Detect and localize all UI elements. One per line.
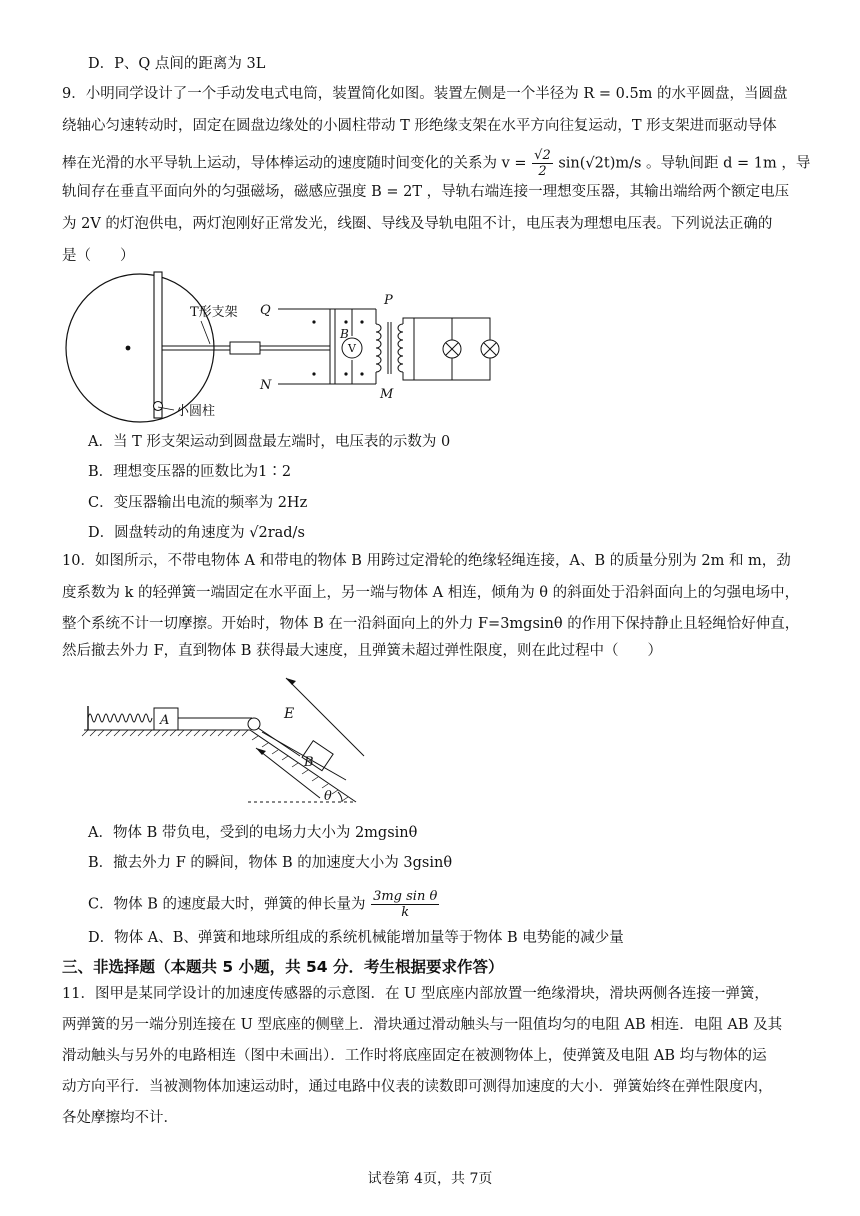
label-n: N bbox=[260, 378, 272, 393]
q10-fraction-numerator: 3mg sin θ bbox=[373, 889, 438, 904]
connector-block bbox=[230, 342, 260, 354]
label-e: E bbox=[284, 706, 295, 722]
t-frame-label: T形支架 bbox=[190, 305, 238, 320]
q10-stem-line4: 然后撤去外力 F，直到物体 B 获得最大速度，且弹簧未超过弹性限度，则在此过程中（ ） bbox=[62, 643, 663, 659]
page-footer: 试卷第 4页，共 7页 bbox=[367, 1171, 493, 1187]
q9-stem-line3-a: 棒在光滑的水平导轨上运动，导体棒运动的速度随时间变化的关系为 v = bbox=[62, 155, 527, 172]
q9-option-a: A．当 T 形支架运动到圆盘最左端时，电压表的示数为 0 bbox=[88, 434, 451, 450]
q10-option-c-text: C．物体 B 的速度最大时，弹簧的伸长量为 bbox=[88, 896, 366, 913]
field-arrow-1 bbox=[286, 678, 364, 756]
q9-fraction-denominator: 2 bbox=[538, 164, 547, 179]
q10-stem-line3: 整个系统不计一切摩擦。开始时，物体 B 在一沿斜面向上的外力 F=3mgsinθ 的作用下保持静止且轻绳恰好伸直， bbox=[62, 616, 800, 632]
q9-option-d: D．圆盘转动的角速度为 √2rad/s bbox=[88, 525, 305, 541]
primary-coil bbox=[376, 324, 381, 372]
q9-stem-line2: 绕轴心匀速转动时，固定在圆盘边缘处的小圆柱带动 T 形绝缘支架在水平方向往复运动，T 形支架进而驱动导体 bbox=[62, 118, 777, 134]
q10-option-a: A．物体 B 带负电，受到的电场力大小为 2mgsinθ bbox=[88, 825, 418, 841]
incline bbox=[250, 730, 356, 802]
label-b: B bbox=[304, 755, 314, 770]
cylinder-label: 小圆柱 bbox=[176, 404, 216, 419]
q9-stem-line3-b: sin(√2t)m/s 。导轨间距 d = 1m ，导 bbox=[558, 155, 811, 172]
q11-stem-line4: 动方向平行．当被测物体加速运动时，通过电路中仪表的读数即可测得加速度的大小．弹簧始终在弹性限度内， bbox=[62, 1079, 773, 1095]
q9-stem-line1: 9．小明同学设计了一个手动发电式电筒，装置简化如图。装置左侧是一个半径为 R = 0.5m 的水平圆盘，当圆盘 bbox=[62, 86, 788, 102]
section-3-heading: 三、非选择题（本题共 5 小题，共 54 分．考生根据要求作答） bbox=[62, 958, 504, 976]
q10-fraction-denominator: k bbox=[401, 905, 410, 920]
q10-option-c-fraction bbox=[371, 889, 439, 920]
q11-stem-line2: 两弹簧的另一端分别连接在 U 型底座的侧壁上．滑块通过滑动触头与一阻值均匀的电阻 AB 相连．电阻 AB 及其 bbox=[62, 1017, 783, 1033]
q10-stem-line1: 10．如图所示，不带电物体 A 和带电的物体 B 用跨过定滑轮的绝缘轻绳连接，A、B 的质量分别为 2m 和 m，劲 bbox=[62, 553, 791, 569]
q11-stem-line1: 11．图甲是某同学设计的加速度传感器的示意图．在 U 型底座内部放置一绝缘滑块，滑块两侧各连接一弹簧， bbox=[62, 986, 769, 1002]
q9-stem-line3 bbox=[62, 148, 810, 179]
q9-fraction-numerator: √2 bbox=[534, 148, 551, 163]
q11-stem-line5: 各处摩擦均不计． bbox=[62, 1110, 178, 1126]
q9-velocity-fraction bbox=[532, 148, 553, 179]
q9-stem-line5: 为 2V 的灯泡供电，两灯泡刚好正常发光，线圈、导线及导轨电阻不计，电压表为理想电压表。下列说法正确的 bbox=[62, 216, 773, 232]
t-frame-vertical-bar bbox=[154, 272, 162, 418]
q9-option-c: C．变压器输出电流的频率为 2Hz bbox=[88, 495, 308, 511]
conductor-rod bbox=[330, 309, 335, 384]
q8-option-d: D．P、Q 点间的距离为 3L bbox=[88, 56, 266, 72]
label-q: Q bbox=[260, 303, 271, 318]
q10-option-b: B．撤去外力 F 的瞬间，物体 B 的加速度大小为 3gsinθ bbox=[88, 855, 453, 871]
q10-option-c bbox=[88, 889, 440, 920]
q10-figure bbox=[80, 672, 380, 812]
label-p: P bbox=[384, 293, 393, 308]
disc-center bbox=[126, 346, 131, 351]
disc bbox=[66, 274, 214, 422]
label-m: M bbox=[380, 387, 394, 402]
label-b: B bbox=[340, 327, 349, 341]
q9-option-b: B．理想变压器的匝数比为1∶2 bbox=[88, 464, 292, 480]
label-theta: θ bbox=[324, 789, 332, 804]
voltmeter-label: V bbox=[348, 342, 356, 355]
secondary-coil bbox=[398, 324, 403, 372]
q10-option-d: D．物体 A、B、弹簧和地球所组成的系统机械能增加量等于物体 B 电势能的减少量 bbox=[88, 930, 624, 946]
q11-stem-line3: 滑动触头与另外的电路相连（图中未画出）．工作时将底座固定在被测物体上，使弹簧及电阻 AB 均与物体的运 bbox=[62, 1048, 767, 1064]
small-cylinder bbox=[154, 402, 163, 411]
label-a: A bbox=[160, 713, 170, 728]
q9-stem-line6: 是（ ） bbox=[62, 248, 135, 264]
q10-stem-line2: 度系数为 k 的轻弹簧一端固定在水平面上，另一端与物体 A 相连，倾角为 θ 的斜面处于沿斜面向上的匀强电场中， bbox=[62, 585, 800, 601]
spring bbox=[88, 714, 152, 722]
q9-figure bbox=[58, 272, 498, 432]
q9-stem-line4: 轨间存在垂直平面向外的匀强磁场，磁感应强度 B = 2T ，导轨右端连接一理想变压器，其输出端给两个额定电压 bbox=[62, 184, 790, 200]
